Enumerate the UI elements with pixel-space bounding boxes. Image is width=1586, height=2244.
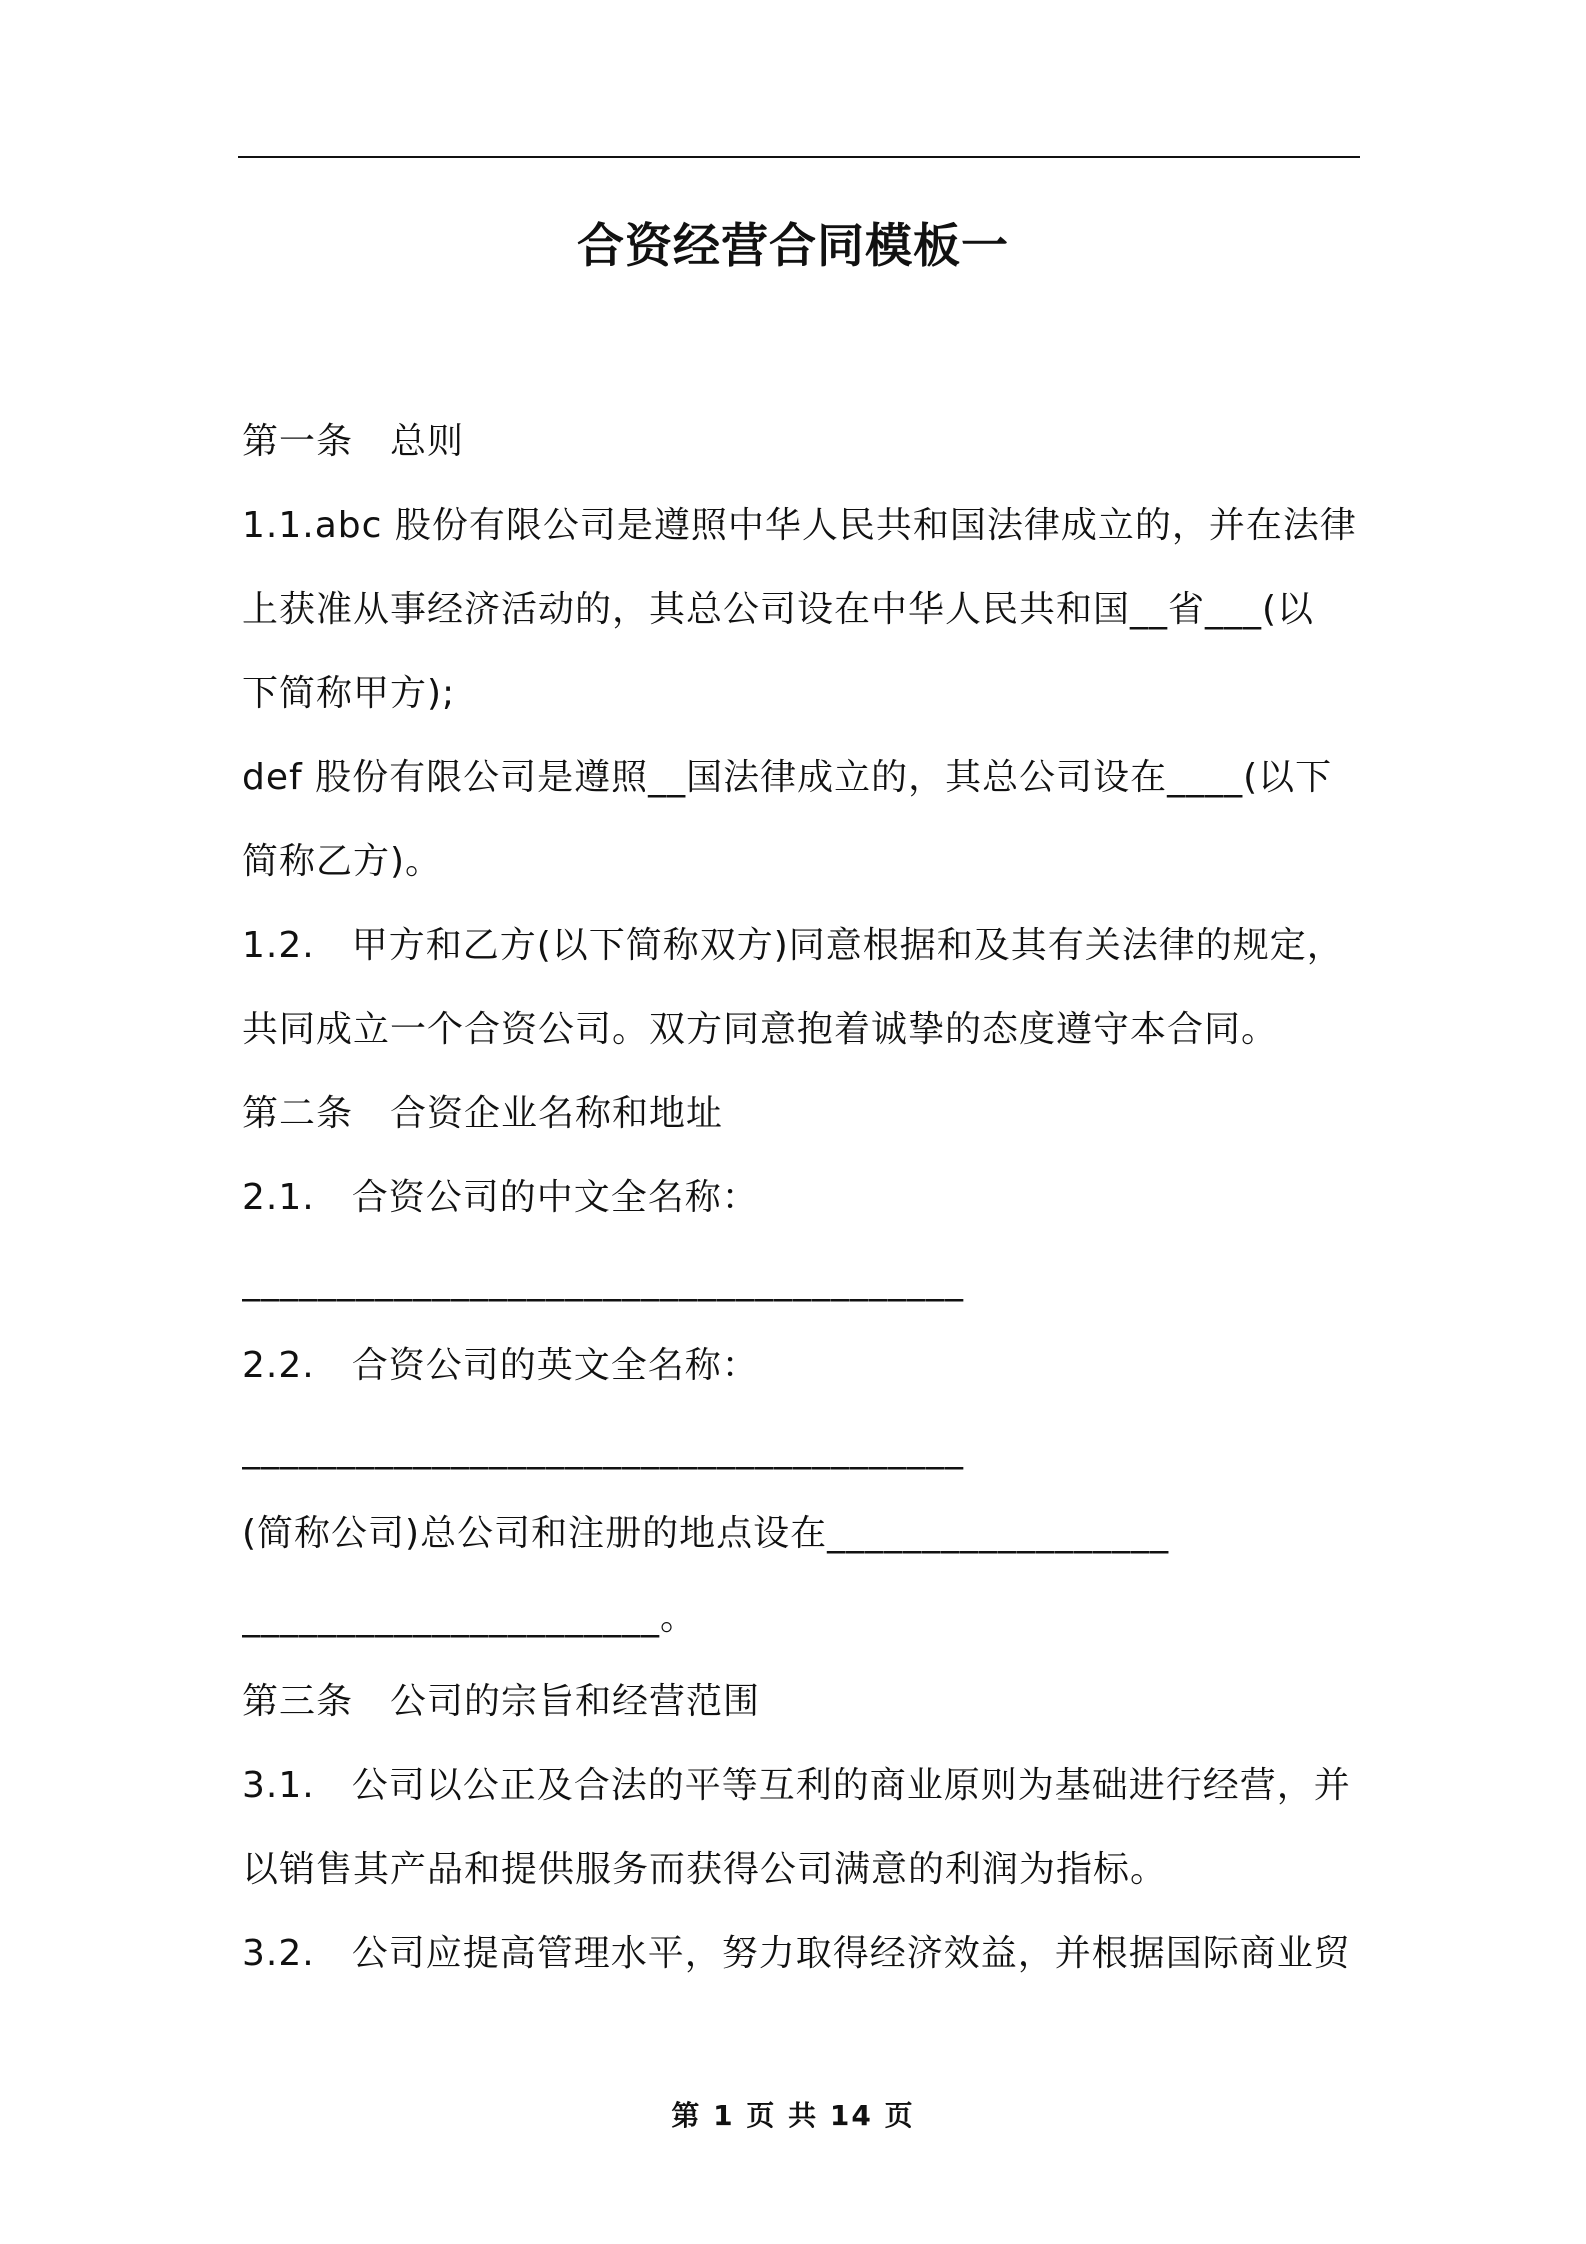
clause-2-1-blank: ______________________________________	[242, 1261, 964, 1302]
article-2-heading: 第二条 合资企业名称和地址	[242, 1093, 724, 1134]
clause-1-2-line-1: 1.2. 甲方和乙方(以下简称双方)同意根据和及其有关法律的规定，	[242, 925, 1344, 966]
clause-3-2-line-1: 3.2. 公司应提高管理水平，努力取得经济效益，并根据国际商业贸	[242, 1933, 1351, 1974]
clause-1-1-line-1: 1.1.abc 股份有限公司是遵照中华人民共和国法律成立的，并在法律	[242, 505, 1357, 546]
article-3-heading: 第三条 公司的宗旨和经营范围	[242, 1681, 761, 1722]
address-line-2: ______________________。	[242, 1597, 697, 1638]
clause-2-1-label: 2.1. 合资公司的中文全名称：	[242, 1177, 759, 1218]
clause-1-2-line-2: 共同成立一个合资公司。双方同意抱着诚挚的态度遵守本合同。	[242, 1009, 1279, 1050]
page-number-footer: 第 1 页 共 14 页	[671, 2099, 915, 2132]
clause-3-1-line-2: 以销售其产品和提供服务而获得公司满意的利润为指标。	[242, 1849, 1168, 1890]
document-body	[242, 400, 1362, 1996]
clause-3-1-line-1: 3.1. 公司以公正及合法的平等互利的商业原则为基础进行经营，并	[242, 1765, 1351, 1806]
clause-1-1-line-2: 上获准从事经济活动的，其总公司设在中华人民共和国__省___(以	[242, 589, 1315, 630]
clause-1-1-line-5: 简称乙方)。	[242, 841, 443, 882]
clause-1-1-line-3: 下简称甲方);	[242, 673, 456, 714]
article-1-heading: 第一条 总则	[242, 421, 465, 462]
document-title: 合资经营合同模板一	[577, 219, 1009, 274]
clause-1-1-line-4: def 股份有限公司是遵照__国法律成立的，其总公司设在____(以下	[242, 757, 1333, 798]
address-line-1: (简称公司)总公司和注册的地点设在__________________	[242, 1513, 1170, 1554]
clause-2-2-label: 2.2. 合资公司的英文全名称：	[242, 1345, 759, 1386]
clause-2-2-blank: ______________________________________	[242, 1429, 964, 1470]
header-rule	[238, 156, 1360, 158]
